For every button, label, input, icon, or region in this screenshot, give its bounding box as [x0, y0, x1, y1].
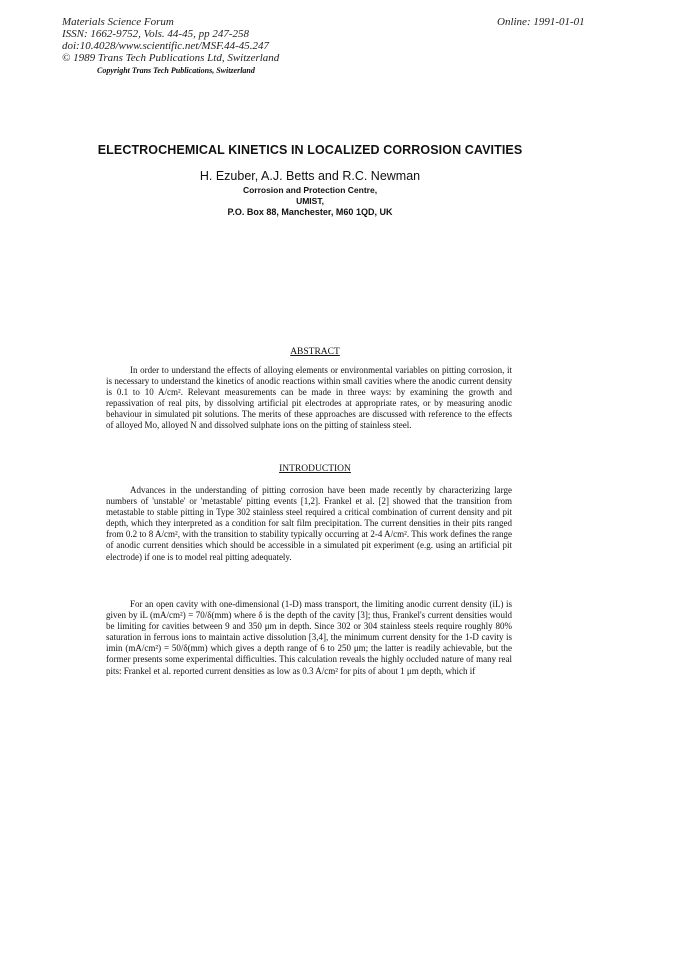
abstract-text: In order to understand the effects of alloying elements or environmental variables on pitting corrosion, it is necessary to understand the kinetics of anodic reactions within small cavities where the anodic current density is 0.1 to 10 A/cm². Relevant measurements can be made in three ways: by examining the growth and repassivation of real pits, by dissolving artificial pit electrodes at appropriate rates, or by measuring anodic behaviour in simulated pit solutions. The merits of these approaches are discussed with reference to the effects of alloyed Mo, alloyed N and dissolved sulphate ions on the pitting of stainless steel. [106, 365, 512, 431]
introduction-heading: INTRODUCTION [279, 464, 351, 474]
affiliation-line-3: P.O. Box 88, Manchester, M60 1QD, UK [227, 207, 393, 217]
journal-name: Materials Science Forum [62, 16, 174, 28]
introduction-paragraph-1: Advances in the understanding of pitting corrosion have been made recently by characterizing large numbers of 'unstable' or 'metastable' pitting events [1,2]. Frankel et al. [2] showed that the transition from metastable to stable pitting in Type 302 stainless steel required a critical combination of current density and pit depth, which they interpreted as a condition for salt film precipitation. The current densities in their pits ranged from 0.2 to 8 A/cm², with the transition to stability typically occurring at 2-4 A/cm². This work defines the range of anodic current densities which should be accessible in a simulated pit experiment (e.g. using an artificial pit electrode) if one is to model real pitting adequately. [106, 485, 512, 562]
issn-line: ISSN: 1662-9752, Vols. 44-45, pp 247-258 [62, 28, 249, 40]
copyright-line: © 1989 Trans Tech Publications Ltd, Switzerland [62, 52, 280, 64]
paper-title: ELECTROCHEMICAL KINETICS IN LOCALIZED CORROSION CAVITIES [97, 143, 523, 157]
affiliation-line-2: UMIST, [296, 196, 324, 206]
paper-authors: H. Ezuber, A.J. Betts and R.C. Newman [199, 169, 421, 183]
introduction-paragraph-2: For an open cavity with one-dimensional (1-D) mass transport, the limiting anodic current density (iL) is given by iL (mA/cm²) = 70/δ(mm) where δ is the depth of the cavity [3]; thus, Frankel's current densities would be limiting for cavities between 9 and 350 μm in depth. Since 302 or 304 stainless steels require roughly 80% saturation in ferrous ions to maintain active dissolution [3,4], the minimum current density for the 1-D cavity is imin (mA/cm²) = 50/δ(mm) which gives a depth range of 6 to 250 μm; the latter is readily achievable, but the former presents some experimental difficulties. This calculation reveals the highly occluded nature of many real pits: Frankel et al. reported current densities as low as 0.3 A/cm² for pits of about 1 μm depth, which if [106, 599, 512, 676]
online-date: Online: 1991-01-01 [497, 16, 585, 28]
copyright-stamp: Copyright Trans Tech Publications, Switzerland [97, 66, 255, 75]
doi-line: doi:10.4028/www.scientific.net/MSF.44-45.247 [62, 40, 270, 52]
affiliation-line-1: Corrosion and Protection Centre, [242, 185, 378, 195]
abstract-heading: ABSTRACT [290, 347, 340, 357]
